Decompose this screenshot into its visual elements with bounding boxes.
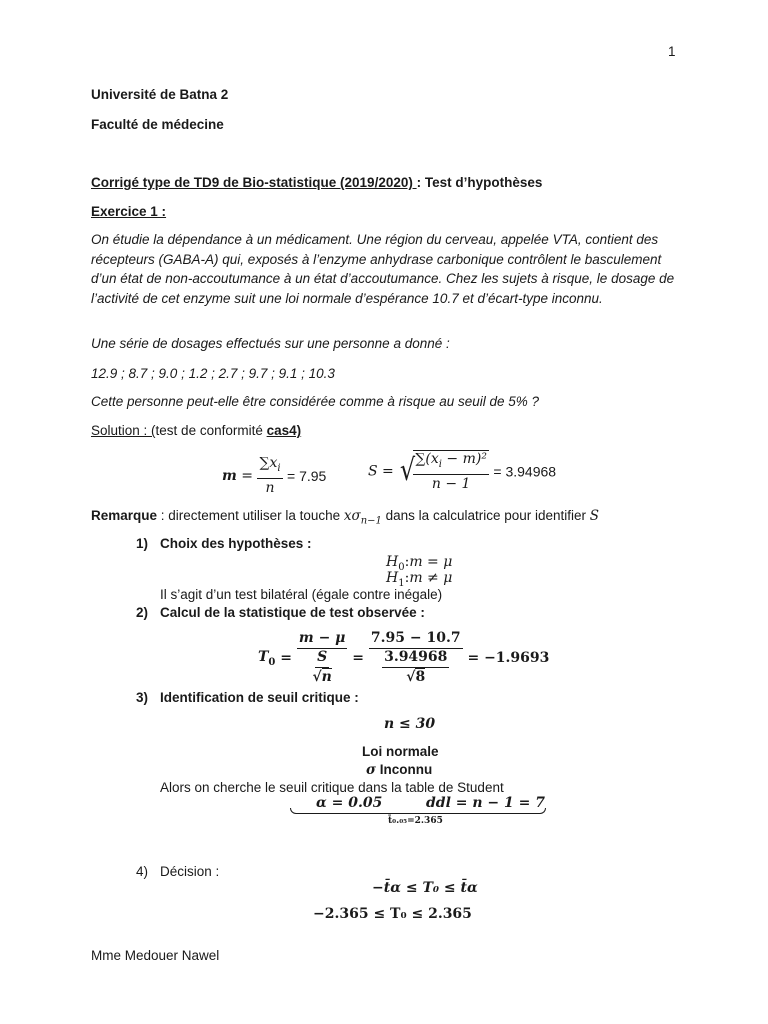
faculty-name: Faculté de médecine <box>91 117 224 132</box>
remark-key: xσ <box>343 508 361 524</box>
statistic-symbolic-s: S <box>315 649 329 668</box>
statistic-formula: $T_0$ = $\frac{m - \mu}{\frac{S}{√n}}$ = $\frac{7.95 - 10.7}{\frac{3.94968}{√8}}$ = −1.9693 <box>258 630 550 685</box>
solution-line <box>91 423 301 438</box>
sd-formula: S = √ $\frac{\sum(x_i - m)^2}{n - 1}$ = 3.94968 <box>368 451 557 492</box>
remark-label: Remarque <box>91 508 158 523</box>
remark-text-after: dans la calculatrice pour identifier <box>381 508 590 523</box>
exercise-statement: On étudie la dépendance à un médicament. Une région du cerveau, appelée VTA, contient des récepteurs (GABA-A) qui, exposés à l’enzyme anhydrase carbonique contrôlent le basculement d’un état de non-accoutumance à un état d’accoutumance. Chez les sujets à risque, le dosage de l’activité de cet enzyme suit une loi normale d’espérance 10.7 et d’écart-type inconnu. <box>91 232 675 306</box>
exercise-question: Cette personne peut-elle être considérée comme à risque au seuil de 5% ? <box>91 394 540 409</box>
statistic-symbolic-n: n <box>321 669 332 685</box>
sigma-symbol: σ <box>366 762 376 778</box>
statistic-result: = −1.9693 <box>467 650 550 666</box>
document-title <box>91 175 542 190</box>
ddl-value: ddl = n − 1 = 7 <box>426 795 545 811</box>
step-1-title: Choix des hypothèses : <box>160 536 312 551</box>
remark-var: S <box>589 508 600 524</box>
statistic-value-s: 3.94968 <box>382 649 449 668</box>
mean-formula: m = $\frac{\sum x_i}{n}$ = 7.95 <box>222 455 327 496</box>
decision-rule: −t̄α ≤ T₀ ≤ t̄α <box>372 880 478 896</box>
step-2-number: 2) <box>136 605 149 620</box>
page-number: 1 <box>668 44 676 59</box>
step-3-number: 3) <box>136 690 149 705</box>
hypothesis-h0-text: m = μ <box>409 554 453 570</box>
title-topic: Test d’hypothèses <box>421 175 543 190</box>
step-4-title: Décision : <box>160 864 220 879</box>
underbrace <box>290 808 546 814</box>
alpha-value: α = 0.05 <box>316 795 383 811</box>
university-name: Université de Batna 2 <box>91 87 229 102</box>
step-2-title: Calcul de la statistique de test observée : <box>160 605 425 620</box>
test-type-note: Il s’agit d’un test bilatéral (égale contre inégale) <box>160 587 443 602</box>
student-table-note: Alors on cherche le seuil critique dans la table de Student <box>160 780 504 795</box>
statistic-symbolic-numerator: m − μ <box>297 630 348 649</box>
sigma-label <box>366 762 432 778</box>
step-4-number: 4) <box>136 864 149 879</box>
title-colon: : <box>416 175 422 190</box>
solution-label: Solution : ( <box>91 423 156 438</box>
sample-size-condition: n ≤ 30 <box>384 716 436 732</box>
step-1-number: 1) <box>136 536 149 551</box>
footer-author: Mme Medouer Nawel <box>91 948 220 963</box>
sigma-text: Inconnu <box>375 762 433 777</box>
hypothesis-h1-text: m ≠ μ <box>409 570 453 586</box>
solution-case: cas4) <box>266 423 302 438</box>
statistic-value-numerator: 7.95 − 10.7 <box>369 630 463 649</box>
mean-result: = 7.95 <box>287 467 327 484</box>
sd-result: = 3.94968 <box>493 463 557 480</box>
mean-fraction: $\frac{\sum x_i}{n}$ <box>259 455 281 496</box>
series-values: 12.9 ; 8.7 ; 9.0 ; 1.2 ; 2.7 ; 9.7 ; 9.1 ; 10.3 <box>91 366 335 381</box>
exercise-label: Exercice 1 : <box>91 204 167 219</box>
law-label: Loi normale <box>362 744 439 759</box>
statistic-value-n: 8 <box>415 669 426 685</box>
critical-t-value: t̄₀.₀₅=2.365 <box>388 816 443 826</box>
hypothesis-h0: $H_0:m = \mu$ <box>386 554 453 573</box>
statistic-value-fraction: $\frac{7.95 - 10.7}{\frac{3.94968}{√8}}$ <box>370 630 461 685</box>
remark-key-sub: n−1 <box>360 515 382 527</box>
title-main: Corrigé type de TD9 de Bio-statistique (2019/2020) <box>91 175 417 190</box>
statistic-symbolic-fraction: $\frac{m - \mu}{\frac{S}{√n}}$ <box>298 630 346 685</box>
solution-test-type: test de conformité <box>155 423 267 438</box>
remark-line <box>91 508 599 527</box>
remark-text-before: : directement utiliser la touche <box>157 508 344 523</box>
step-3-title: Identification de seuil critique : <box>160 690 359 705</box>
hypothesis-h1: $H_1:m \ne \mu$ <box>386 570 453 589</box>
decision-numeric: −2.365 ≤ T₀ ≤ 2.365 <box>313 906 472 922</box>
series-intro: Une série de dosages effectués sur une personne a donné : <box>91 336 450 351</box>
